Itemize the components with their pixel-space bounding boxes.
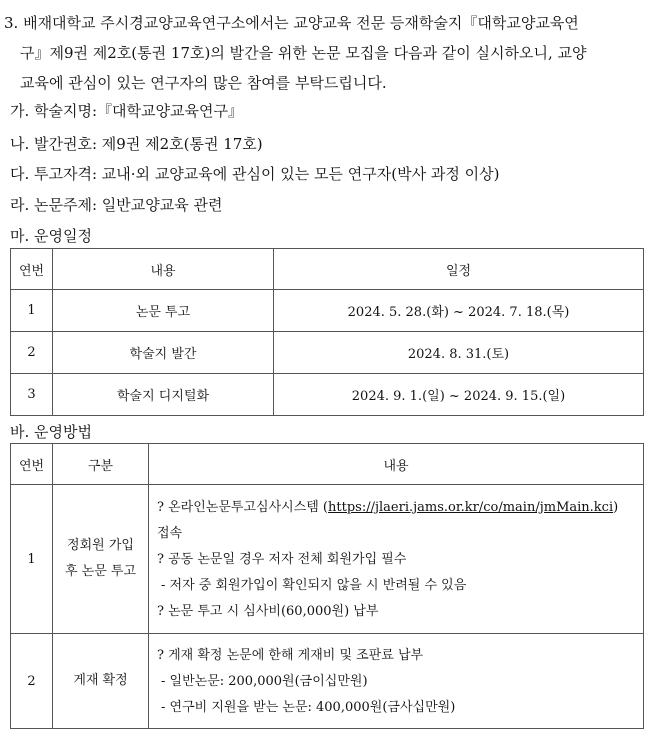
category-line: 정회원 가입 — [67, 538, 134, 553]
schedule-section-title: 마. 운영일정 — [10, 227, 92, 245]
table-row — [11, 332, 644, 374]
table-row — [11, 374, 644, 416]
header-date: 일정 — [274, 249, 644, 290]
row-no: 2 — [11, 332, 53, 374]
journal-name-item: 가. 학술지명:『대학교양교육연구』 — [10, 102, 243, 120]
table-row — [11, 485, 644, 634]
row-content: 학술지 디지털화 — [53, 374, 274, 416]
row-content: 학술지 발간 — [53, 332, 274, 374]
content-line — [157, 495, 635, 521]
eligibility-item: 다. 투고자격: 교내·외 교양교육에 관심이 있는 모든 연구자(박사 과정 이상) — [10, 165, 500, 183]
intro-line-2: 구』제9권 제2호(통권 17호)의 발간을 위한 논문 모집을 다음과 같이 실시하오니, 교양 — [20, 44, 587, 62]
row-category: 게재 확정 — [53, 634, 149, 729]
row-date: 2024. 8. 31.(토) — [274, 332, 644, 374]
row-category — [53, 485, 149, 634]
row-no: 1 — [11, 290, 53, 332]
row-date: 2024. 5. 28.(화) ~ 2024. 7. 18.(목) — [274, 290, 644, 332]
header-category: 구분 — [53, 444, 149, 485]
content-line: ? 공동 논문일 경우 저자 전체 회원가입 필수 — [157, 552, 407, 567]
content-text: ? 온라인논문투고심사시스템 ( — [157, 500, 329, 515]
content-line: ? 게재 확정 논문에 한해 게재비 및 조판료 납부 — [157, 648, 424, 663]
row-no: 3 — [11, 374, 53, 416]
table-header-row — [11, 444, 644, 485]
header-content: 내용 — [149, 444, 644, 485]
row-date: 2024. 9. 1.(일) ~ 2024. 9. 15.(일) — [274, 374, 644, 416]
intro-line-3: 교육에 관심이 있는 연구자의 많은 참여를 부탁드립니다. — [20, 74, 387, 92]
content-text: ) — [613, 500, 619, 515]
submission-system-link[interactable]: https://jlaeri.jams.or.kr/co/main/jmMain.kci — [328, 500, 614, 515]
header-no: 연번 — [11, 249, 53, 290]
topic-item: 라. 논문주제: 일반교양교육 관련 — [10, 196, 223, 214]
row-content — [149, 634, 644, 729]
category-line: 후 논문 투고 — [64, 564, 137, 579]
content-line: 접속 — [157, 526, 183, 541]
intro-paragraph — [4, 8, 649, 98]
header-no: 연번 — [11, 444, 53, 485]
table-row — [11, 290, 644, 332]
row-content — [149, 485, 644, 634]
method-table — [10, 443, 644, 729]
header-content: 내용 — [53, 249, 274, 290]
intro-line-1: 3. 배재대학교 주시경교양교육연구소에서는 교양교육 전문 등재학술지『대학교양교육연 — [4, 14, 579, 32]
method-section-title: 바. 운영방법 — [10, 423, 92, 441]
content-line: - 연구비 지원을 받는 논문: 400,000원(금사십만원) — [161, 700, 456, 715]
schedule-table — [10, 248, 644, 416]
table-header-row — [11, 249, 644, 290]
row-no: 1 — [11, 485, 53, 634]
content-line: - 저자 중 회원가입이 확인되지 않을 시 반려될 수 있음 — [161, 578, 467, 593]
content-line: ? 논문 투고 시 심사비(60,000원) 납부 — [157, 604, 379, 619]
row-no: 2 — [11, 634, 53, 729]
row-content: 논문 투고 — [53, 290, 274, 332]
table-row — [11, 634, 644, 729]
issue-item: 나. 발간권호: 제9권 제2호(통권 17호) — [10, 135, 263, 153]
content-line: - 일반논문: 200,000원(금이십만원) — [161, 674, 368, 689]
